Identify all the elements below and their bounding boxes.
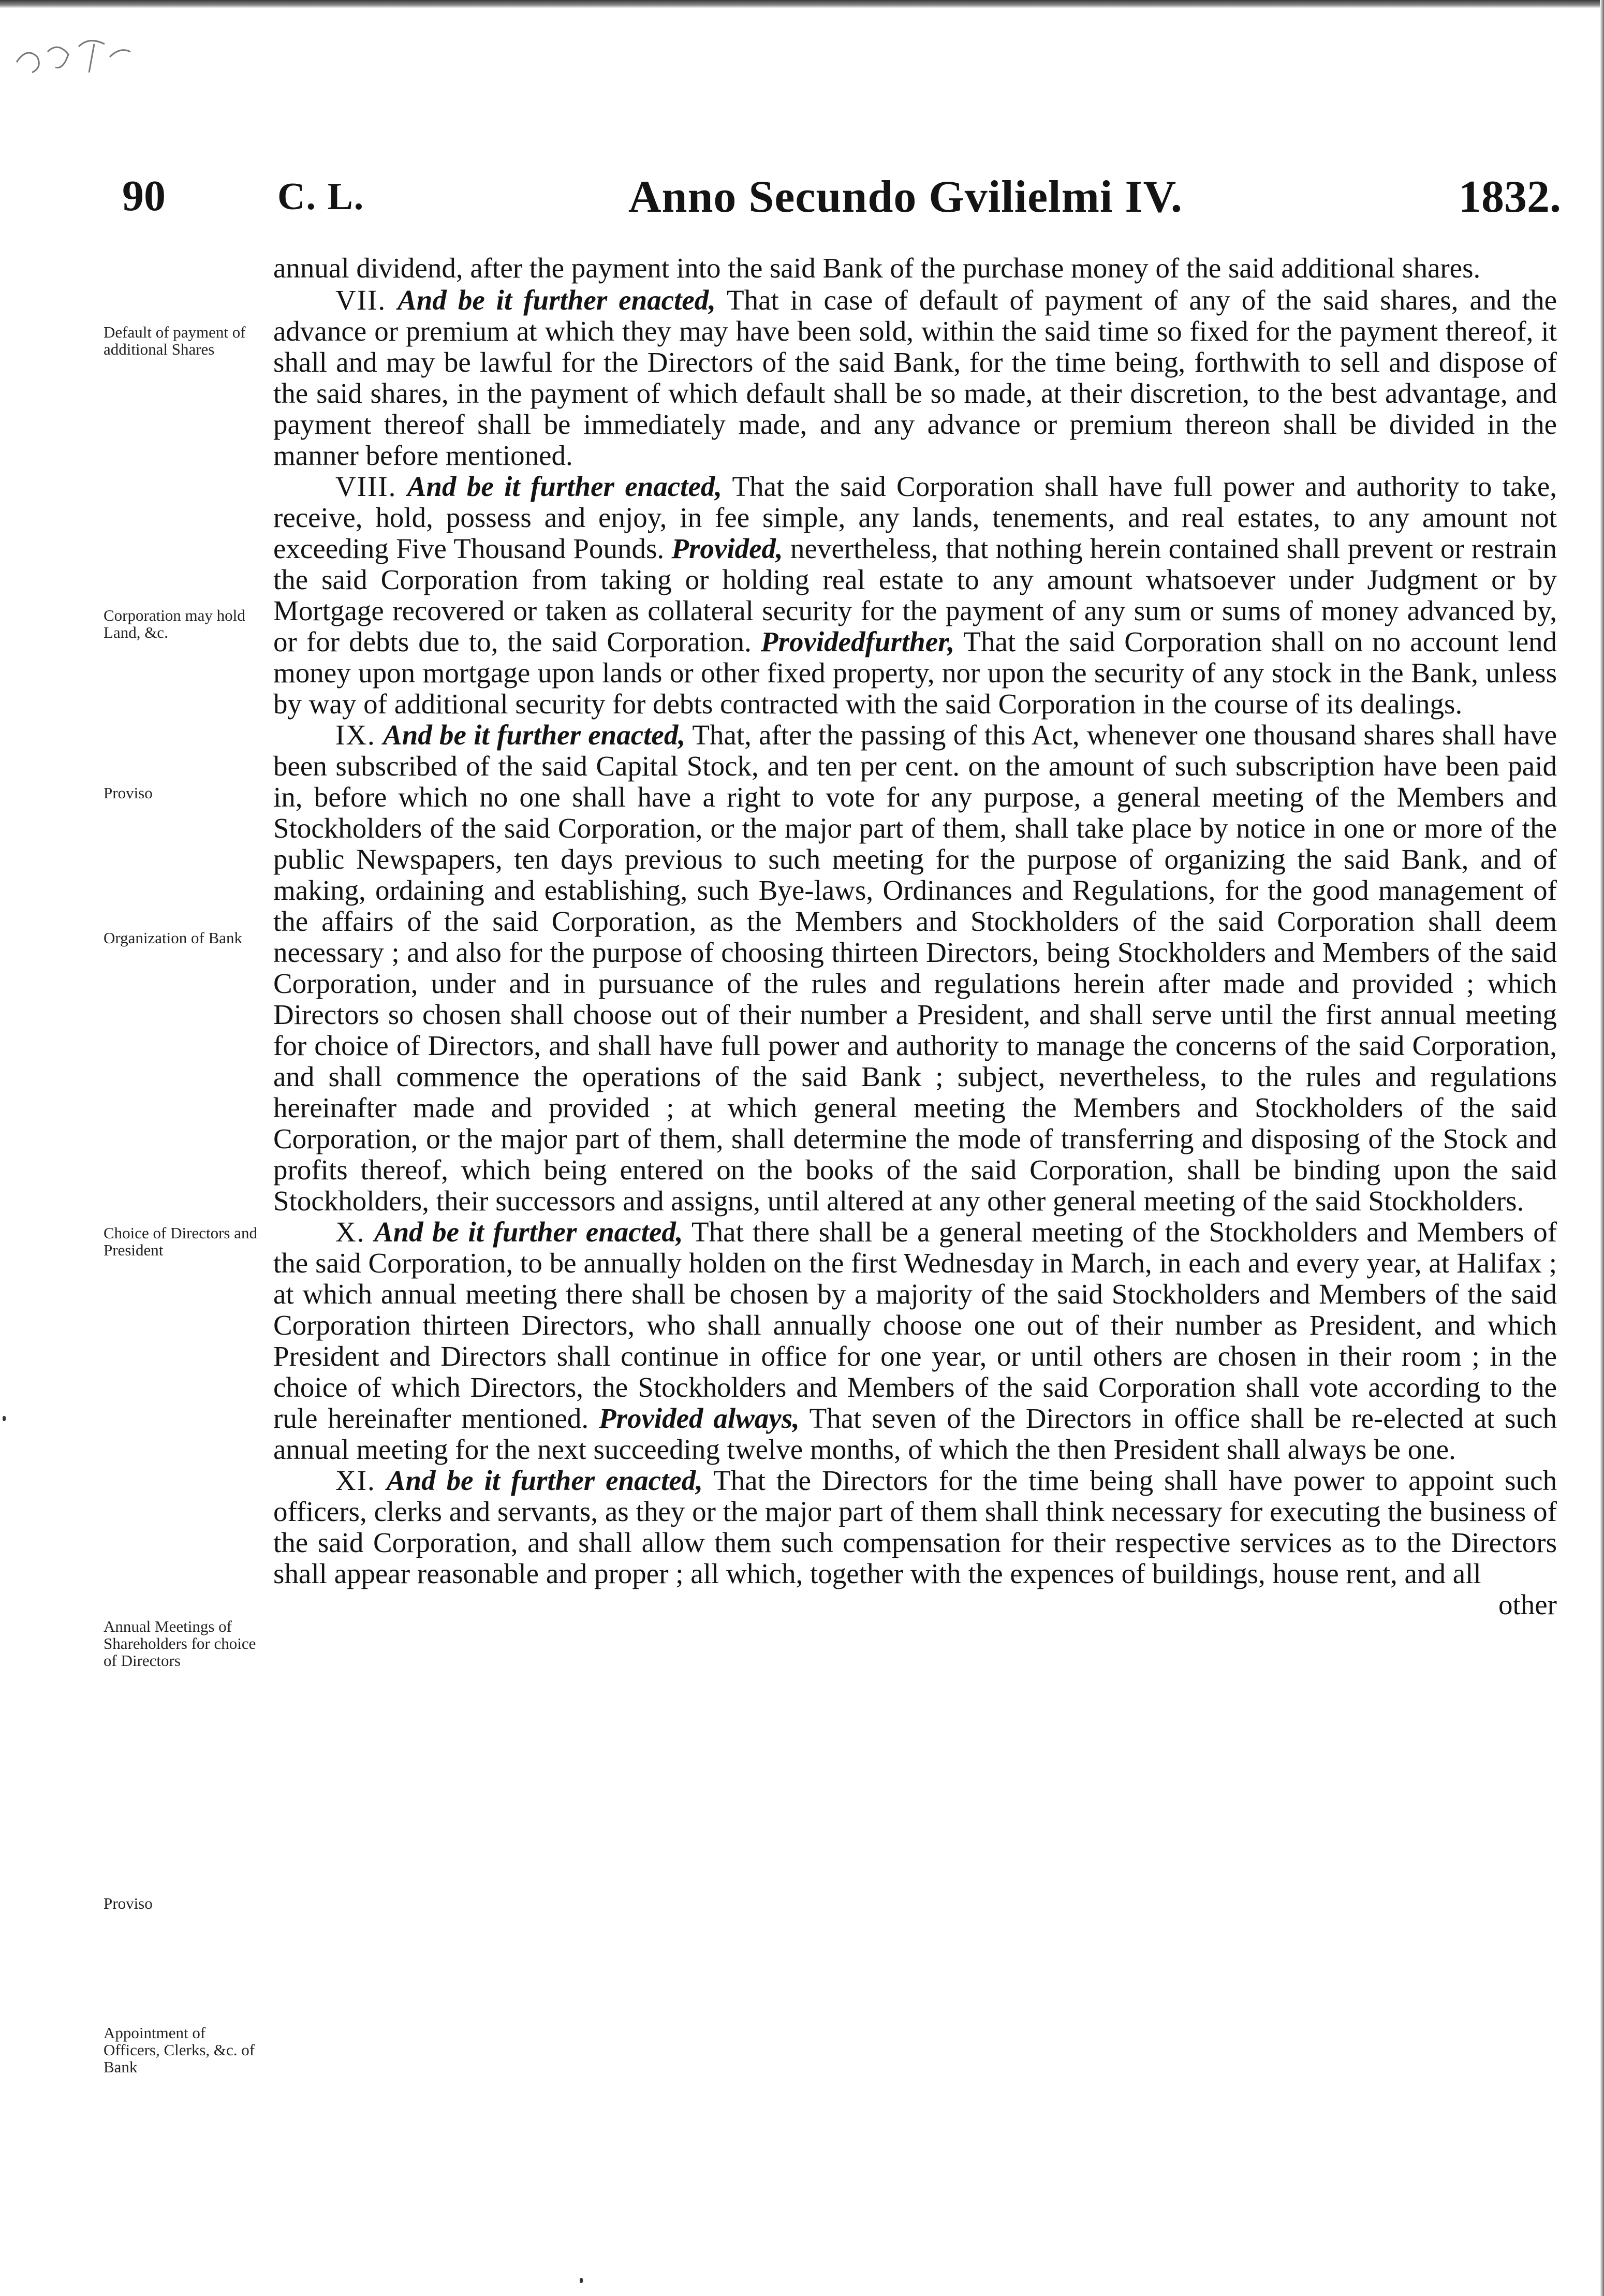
margin-note-organization: Organization of Bank [104,929,243,947]
section-numeral: X. [335,1216,365,1248]
handwritten-pencil-mark [6,26,136,83]
section-numeral: VIII. [335,471,397,502]
section-10 [273,1217,1557,1465]
page-header [122,171,1561,233]
margin-note-corporation-land: Corporation may hold Land, &c. [104,606,245,641]
section-text: That there shall be a general meeting of the Stockholders and Members of the said Corporation, to be annually holden on the first Wednesday in March, in each and every year, at Halifax ; at which annual meeting there shall be chosen by a majority of the said Stockholders and Members of the said Corporation thirteen Directors, who shall annually choose one out of their number as President, and which President and Directors shall continue in office for one year, or until others are chosen in their room ; in the choice of which Directors, the Stockholders and Members of the said Corporation shall vote according to the rule hereinafter mentioned. [273,1216,1557,1434]
margin-note-appointment-officers: Appointment of Officers, Clerks, &c. of Bank [104,2024,255,2076]
section-9 [273,720,1557,1217]
scan-speck [3,1416,6,1421]
scan-edge-top [0,0,1604,8]
section-numeral: VII. [335,284,387,316]
section-numeral: IX. [335,719,376,751]
margin-note-choice-of-directors: Choice of Directors and President [104,1224,257,1259]
section-8 [273,471,1557,720]
chapter-number: C. L. [277,176,365,218]
continuation-paragraph: annual dividend, after the payment into the said Bank of the purchase money of the said additional shares. [273,252,1481,284]
margin-note-default-shares: Default of payment of additional Shares [104,323,246,358]
section-text: That the Directors for the time being shall have power to appoint such officers, clerks and servants, as they or the major part of them shall think necessary for executing the business of the said Corporation, and shall allow them such compensation for their respective services as to the Directors shall appear reasonable and proper ; all which, together with the expences of buildings, house rent, and all [273,1465,1557,1589]
margin-note-proviso: Proviso [104,784,153,802]
proviso-clause: Providedfurther, [760,626,955,657]
enacting-clause: And be it further enacted, [398,284,716,316]
section-11 [273,1465,1557,1589]
section-text: That the said Corporation shall on no account lend money upon mortgage upon lands or other fixed property, nor upon the security of any stock in the Bank, unless by way of additional security for debts contracted with the said Corporation in the course of its dealings. [273,626,1557,720]
catchword: other [1498,1589,1557,1620]
enacting-clause: And be it further enacted, [407,471,723,502]
enacting-clause: And be it further enacted, [386,1465,703,1496]
margin-note-proviso: Proviso [104,1894,153,1912]
proviso-clause: Provided, [671,533,783,564]
scan-speck [580,2278,583,2283]
proviso-clause: Provided always, [598,1402,800,1434]
enacting-clause: And be it further enacted, [383,719,686,751]
section-7 [273,285,1557,471]
year: 1832. [1459,172,1561,222]
enacting-clause: And be it further enacted, [374,1216,683,1248]
running-title: Anno Secundo Gvilielmi IV. [628,172,1183,222]
scan-edge-right [1600,0,1604,2296]
statute-text [273,253,1557,1620]
section-text: That the said Corporation shall have full power and authority to take, receive, hold, possess and enjoy, in fee simple, any lands, tenements, and real estates, to any amount not exceeding Five Thousand Pounds. [273,471,1557,564]
section-text: That seven of the Directors in office shall be re-elected at such annual meeting for the next succeeding twelve months, of which the then President shall always be one. [273,1402,1557,1465]
section-text: That in case of default of payment of any of the said shares, and the advance or premium at which they may have been sold, within the said time so fixed for the payment thereof, it shall and may be lawful for the Directors of the said Bank, for the time being, forthwith to sell and dispose of the said shares, in the payment of which default shall be so made, at their discretion, to the best advantage, and payment thereof shall be immediately made, and any advance or premium thereon shall be divided in the manner before mentioned. [273,284,1557,471]
section-text: That, after the passing of this Act, whenever one thousand shares shall have been subscribed of the said Capital Stock, and ten per cent. on the amount of such subscription have been paid in, before which no one shall have a right to vote for any purpose, a general meeting of the Members and Stockholders of the said Corporation, or the major part of them, shall take place by notice in one or more of the public Newspapers, ten days previous to such meeting for the purpose of organizing the said Bank, and of making, ordaining and establishing, such Bye-laws, Ordinances and Regulations, for the good management of the affairs of the said Corporation, as the Members and Stockholders of the said Corporation shall deem necessary ; and also for the purpose of choosing thirteen Directors, being Stockholders and Members of the said Corporation, under and in pursuance of the rules and regulations herein after made and provided ; which Directors so chosen shall choose out of their number a President, and shall serve until the first annual meeting for choice of Directors, and shall have full power and authority to manage the concerns of the said Corporation, and shall commence the operations of the said Bank ; subject, nevertheless, to the rules and regulations hereinafter made and provided ; at which general meeting the Members and Stockholders of the said Corporation, or the major part of them, shall determine the mode of transferring and disposing of the Stock and profits thereof, which being entered on the books of the said Corporation, shall be binding upon the said Stockholders, their successors and assigns, until altered at any other general meeting of the said Stockholders. [273,719,1557,1217]
page-number: 90 [122,172,166,220]
section-text: nevertheless, that nothing herein contained shall prevent or restrain the said Corporation from taking or holding real estate to any amount whatsoever under Judgment or by Mortgage recovered or taken as collateral security for the payment of any sum or sums of money advanced by, or for debts due to, the said Corporation. [273,533,1557,657]
margin-note-annual-meetings: Annual Meetings of Shareholders for choice of Directors [104,1617,256,1670]
section-numeral: XI. [335,1465,376,1496]
